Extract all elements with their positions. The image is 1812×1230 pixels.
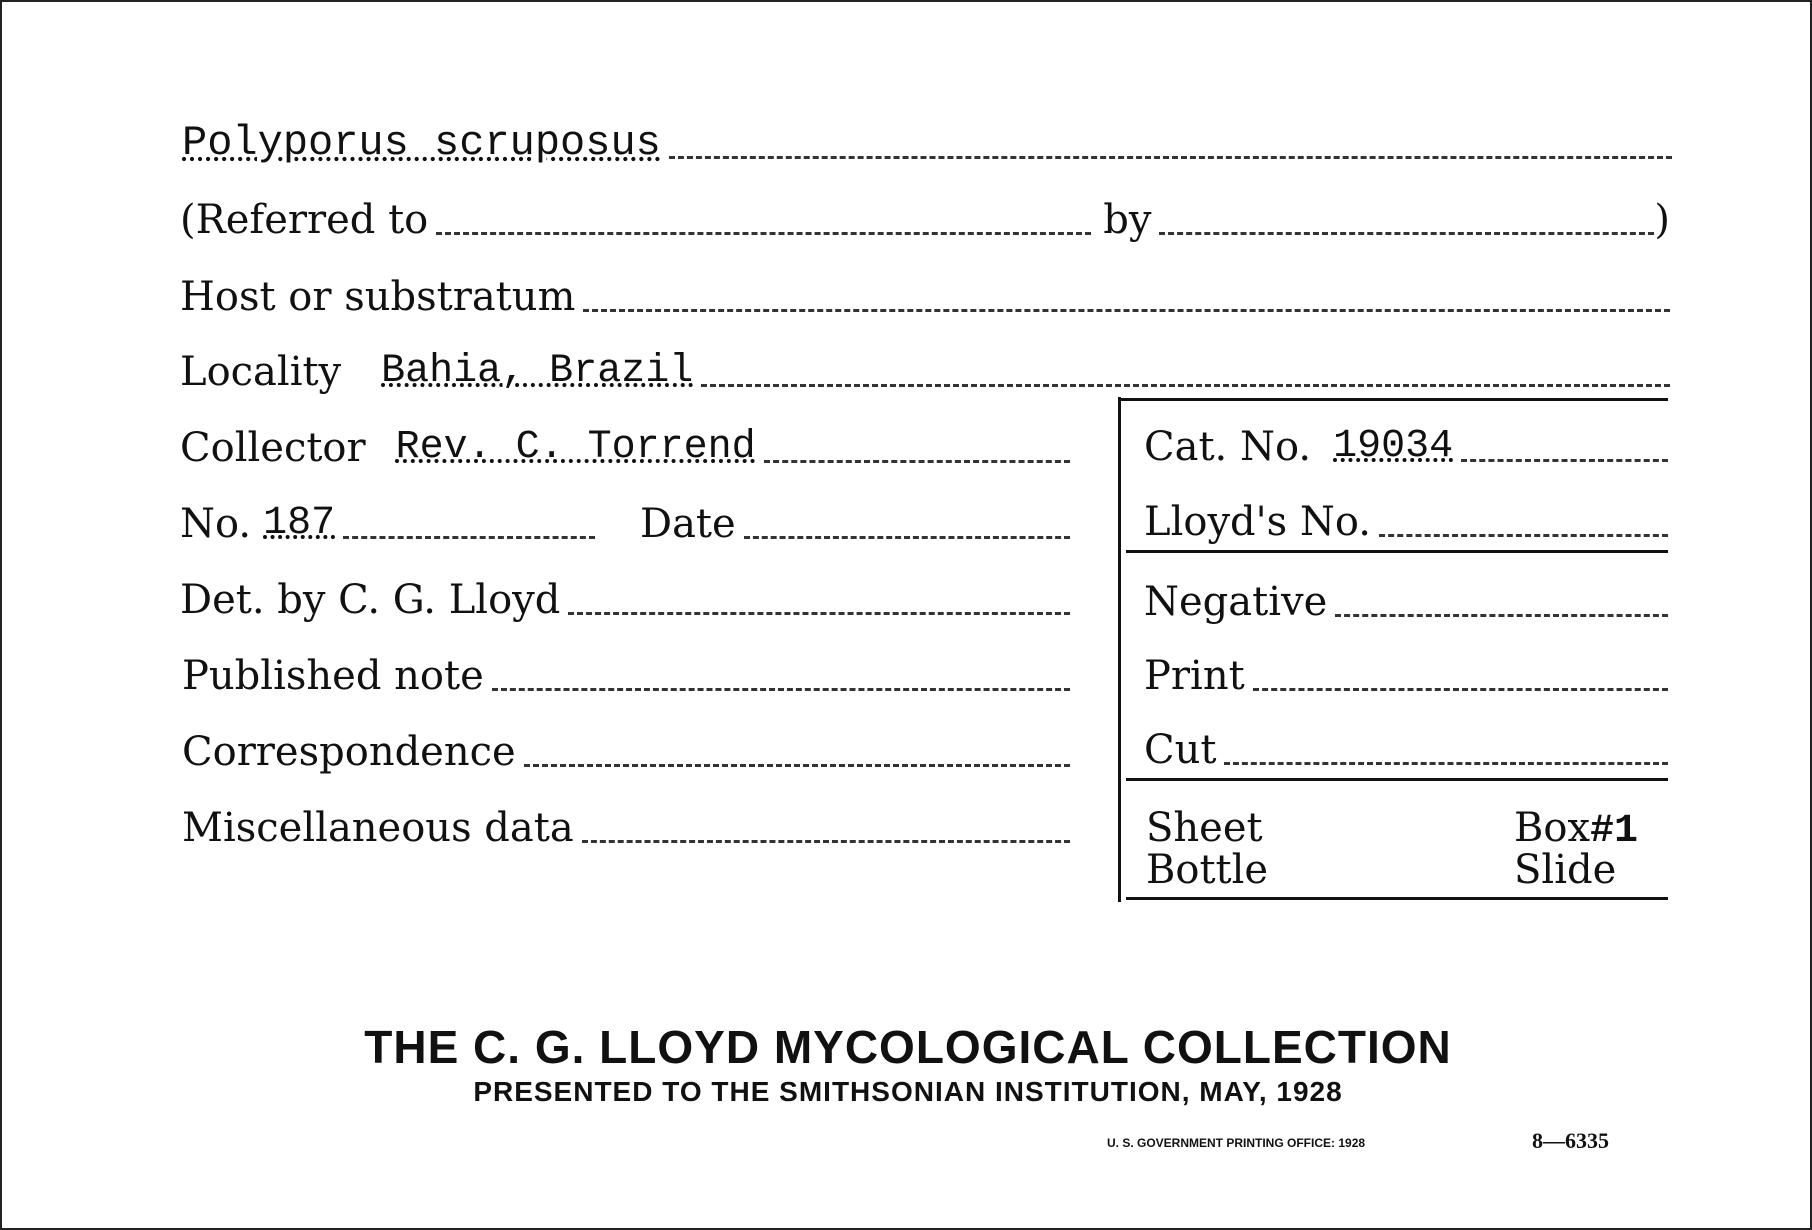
locality-line xyxy=(701,384,1670,387)
locality-value: Bahia, Brazil xyxy=(381,349,694,394)
by-line xyxy=(1159,232,1654,235)
cat-no-row xyxy=(1144,424,1668,470)
det-label: Det. by C. G. Lloyd xyxy=(180,577,561,623)
host-row xyxy=(180,274,1670,320)
catalog-divider-1 xyxy=(1126,550,1668,553)
species-line xyxy=(669,156,1672,159)
date-line xyxy=(744,536,1070,539)
collector-value: Rev. C. Torrend xyxy=(395,425,756,470)
species-name: Polyporus scruposus xyxy=(182,119,661,167)
bottle-label: Bottle xyxy=(1146,847,1269,893)
det-line xyxy=(568,612,1070,615)
collection-subtitle: PRESENTED TO THE SMITHSONIAN INSTITUTION, MAY, 1928 xyxy=(473,1076,1343,1107)
number-row xyxy=(180,501,595,547)
misc-row xyxy=(182,805,1070,851)
slide-label: Slide xyxy=(1514,847,1617,893)
date-row xyxy=(640,501,1070,547)
referred-to-label: (Referred to xyxy=(180,197,429,243)
cut-row xyxy=(1144,727,1668,773)
negative-line xyxy=(1335,614,1668,617)
cat-no-label: Cat. No. xyxy=(1144,424,1312,470)
cut-line xyxy=(1224,762,1668,765)
print-line xyxy=(1253,688,1668,691)
locality-label: Locality xyxy=(180,349,342,395)
lloyds-no-row xyxy=(1144,499,1668,545)
collector-line xyxy=(764,460,1070,463)
close-paren: ) xyxy=(1654,197,1670,243)
negative-label: Negative xyxy=(1144,579,1328,625)
lloyds-no-line xyxy=(1379,534,1668,537)
by-label: by xyxy=(1103,197,1152,243)
misc-line xyxy=(582,840,1070,843)
collector-label: Collector xyxy=(180,425,366,471)
number-value: 187 xyxy=(263,501,336,546)
misc-label: Miscellaneous data xyxy=(182,805,574,851)
published-line xyxy=(492,688,1070,691)
print-row xyxy=(1144,653,1668,699)
printer-imprint: U. S. GOVERNMENT PRINTING OFFICE: 1928 xyxy=(1107,1136,1366,1150)
collection-title: THE C. G. LLOYD MYCOLOGICAL COLLECTION xyxy=(364,1021,1452,1073)
det-row xyxy=(180,577,1070,623)
host-label: Host or substratum xyxy=(180,274,576,320)
catalog-box-top xyxy=(1118,398,1668,401)
negative-row xyxy=(1144,579,1668,625)
collector-row xyxy=(180,425,1070,471)
catalog-box-bottom xyxy=(1126,897,1668,900)
cut-label: Cut xyxy=(1144,727,1217,773)
catalog-box-border xyxy=(1118,397,1121,902)
print-label: Print xyxy=(1144,653,1245,699)
cat-no-line xyxy=(1461,459,1668,462)
correspondence-label: Correspondence xyxy=(182,729,516,775)
correspondence-row xyxy=(182,729,1070,775)
date-label: Date xyxy=(640,501,736,547)
published-row xyxy=(182,653,1070,699)
number-label: No. xyxy=(180,501,252,547)
box-label xyxy=(1514,805,1639,854)
box-value: #1 xyxy=(1590,809,1639,854)
form-number: 8—6335 xyxy=(1532,1128,1609,1153)
number-line xyxy=(343,536,595,539)
box-label-text: Box xyxy=(1514,805,1591,851)
cat-no-value: 19034 xyxy=(1333,424,1454,469)
correspondence-line xyxy=(524,764,1070,767)
referred-to-line xyxy=(436,232,1091,235)
published-label: Published note xyxy=(182,653,484,699)
locality-row xyxy=(180,349,1670,395)
host-line xyxy=(583,309,1670,312)
species-row xyxy=(182,119,1672,167)
lloyds-no-label: Lloyd's No. xyxy=(1144,499,1371,545)
sheet-label: Sheet xyxy=(1146,805,1263,851)
catalog-divider-2 xyxy=(1126,778,1668,781)
referred-row xyxy=(180,197,1670,243)
